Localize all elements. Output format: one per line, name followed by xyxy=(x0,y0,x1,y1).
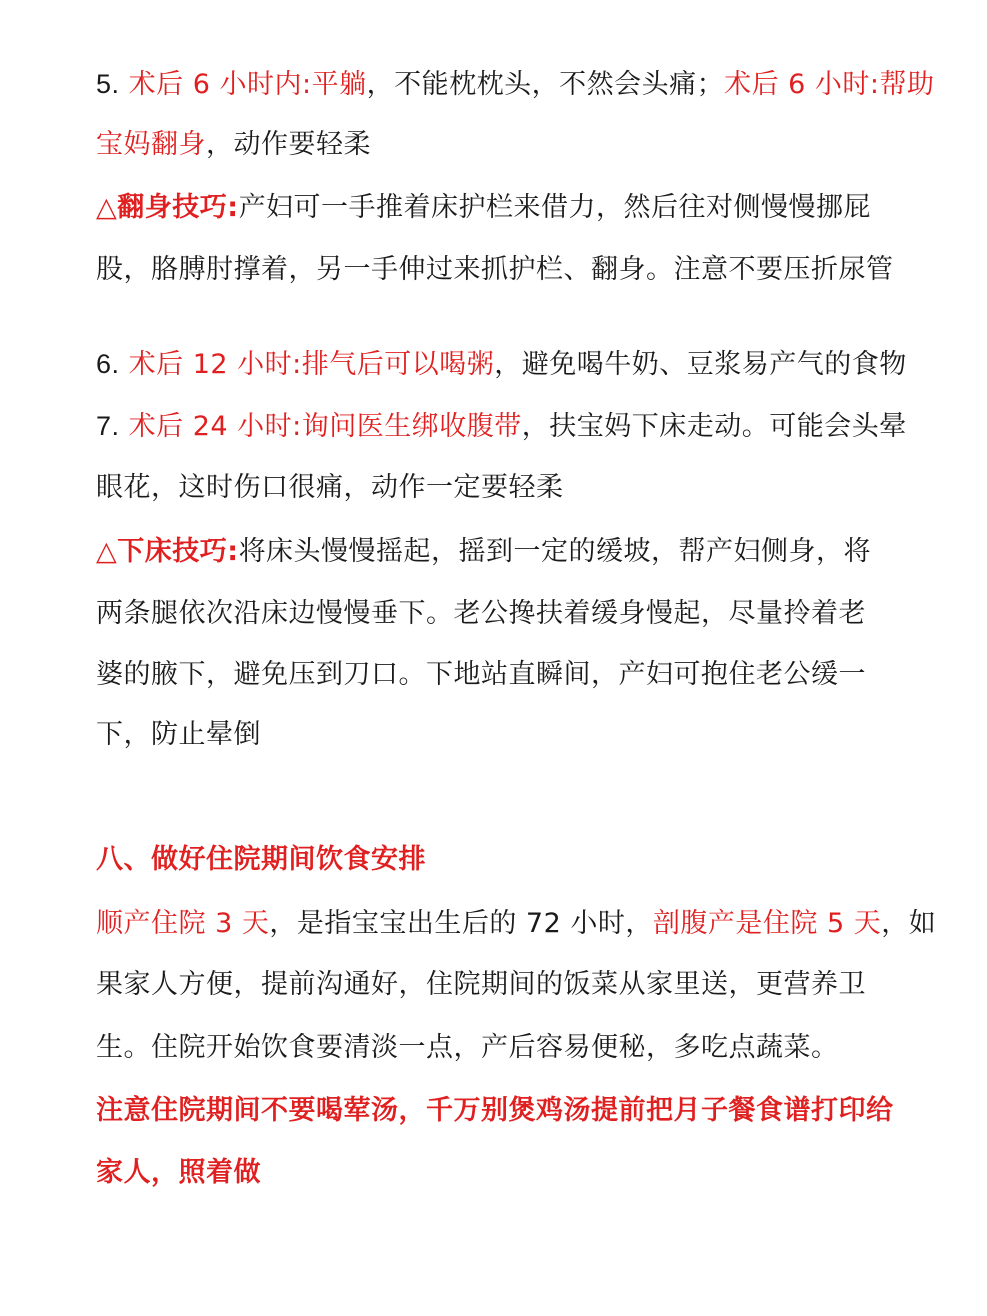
section-8-text-1: ，是指宝宝出生后的 72 小时， xyxy=(269,908,653,939)
item-6-line xyxy=(96,346,907,383)
bed-tip-text-3: 婆的腋下，避免压到刀口。下地站直瞬间，产妇可抱住老公缓一 xyxy=(96,659,866,690)
section-8-heading: 八、做好住院期间饮食安排 xyxy=(96,844,426,875)
section-8-text-2: ，如 xyxy=(881,908,937,939)
bed-tip-text-4: 下，防止晕倒 xyxy=(96,719,261,750)
section-8-line-2 xyxy=(96,967,866,1003)
bed-tip-text-1: 将床头慢慢摇起，摇到一定的缓坡，帮产妇侧身，将 xyxy=(238,536,872,567)
item-7-line-2 xyxy=(96,470,564,506)
item-6-highlight: 术后 12 小时:排气后可以喝粥 xyxy=(128,349,495,380)
item-7-text-2: 眼花，这时伤口很痛，动作一定要轻柔 xyxy=(96,472,564,503)
section-8-text-3: 果家人方便，提前沟通好，住院期间的饭菜从家里送，更营养卫 xyxy=(96,969,866,1000)
item-7-line-1 xyxy=(96,408,907,445)
section-8-warning-line-2: 家人，照着做 xyxy=(96,1157,261,1188)
item-5-number: 5. xyxy=(96,69,120,99)
bed-tip-line-1 xyxy=(96,534,871,570)
bed-tip-line-3 xyxy=(96,657,866,693)
item-7-number: 7. xyxy=(96,411,120,441)
bed-tip-text-2: 两条腿依次沿床边慢慢垂下。老公搀扶着缓身慢起，尽量拎着老 xyxy=(96,598,866,629)
turn-tip-label: △翻身技巧: xyxy=(96,192,239,223)
turn-tip-line-2 xyxy=(96,252,894,288)
section-8-text-4: 生。住院开始饮食要清淡一点，产后容易便秘，多吃点蔬菜。 xyxy=(96,1032,839,1063)
turn-tip-text-2: 股，胳膊肘撑着，另一手伸过来抓护栏、翻身。注意不要压折尿管 xyxy=(96,254,894,285)
section-8-highlight-1: 顺产住院 3 天 xyxy=(96,908,270,939)
item-7-text-1: ，扶宝妈下床走动。可能会头晕 xyxy=(521,411,907,442)
item-5-line-1 xyxy=(96,66,935,103)
item-5-highlight-1: 术后 6 小时内:平躺 xyxy=(128,69,367,100)
item-5-line-2 xyxy=(96,127,371,163)
item-5-text-1: ，不能枕枕头，不然会头痛； xyxy=(366,69,725,100)
turn-tip-text-1: 产妇可一手推着床护栏来借力，然后往对侧慢慢挪屁 xyxy=(238,192,872,223)
section-8-line-1 xyxy=(96,906,936,942)
bed-tip-line-4 xyxy=(96,717,261,753)
item-7-highlight: 术后 24 小时:询问医生绑收腹带 xyxy=(128,411,522,442)
turn-tip-line-1 xyxy=(96,190,871,226)
item-5-highlight-2: 术后 6 小时:帮助 xyxy=(724,69,935,100)
item-6-number: 6. xyxy=(96,349,120,379)
bed-tip-line-2 xyxy=(96,596,866,632)
item-5-text-2: ，动作要轻柔 xyxy=(206,129,371,160)
bed-tip-label: △下床技巧: xyxy=(96,536,239,567)
item-5-highlight-3: 宝妈翻身 xyxy=(96,129,206,160)
item-6-text: ，避免喝牛奶、豆浆易产气的食物 xyxy=(494,349,907,380)
section-8-line-3 xyxy=(96,1030,839,1066)
section-8-highlight-2: 剖腹产是住院 5 天 xyxy=(652,908,882,939)
section-8-warning-line-1: 注意住院期间不要喝荤汤，千万别煲鸡汤提前把月子餐食谱打印给 xyxy=(96,1095,894,1126)
